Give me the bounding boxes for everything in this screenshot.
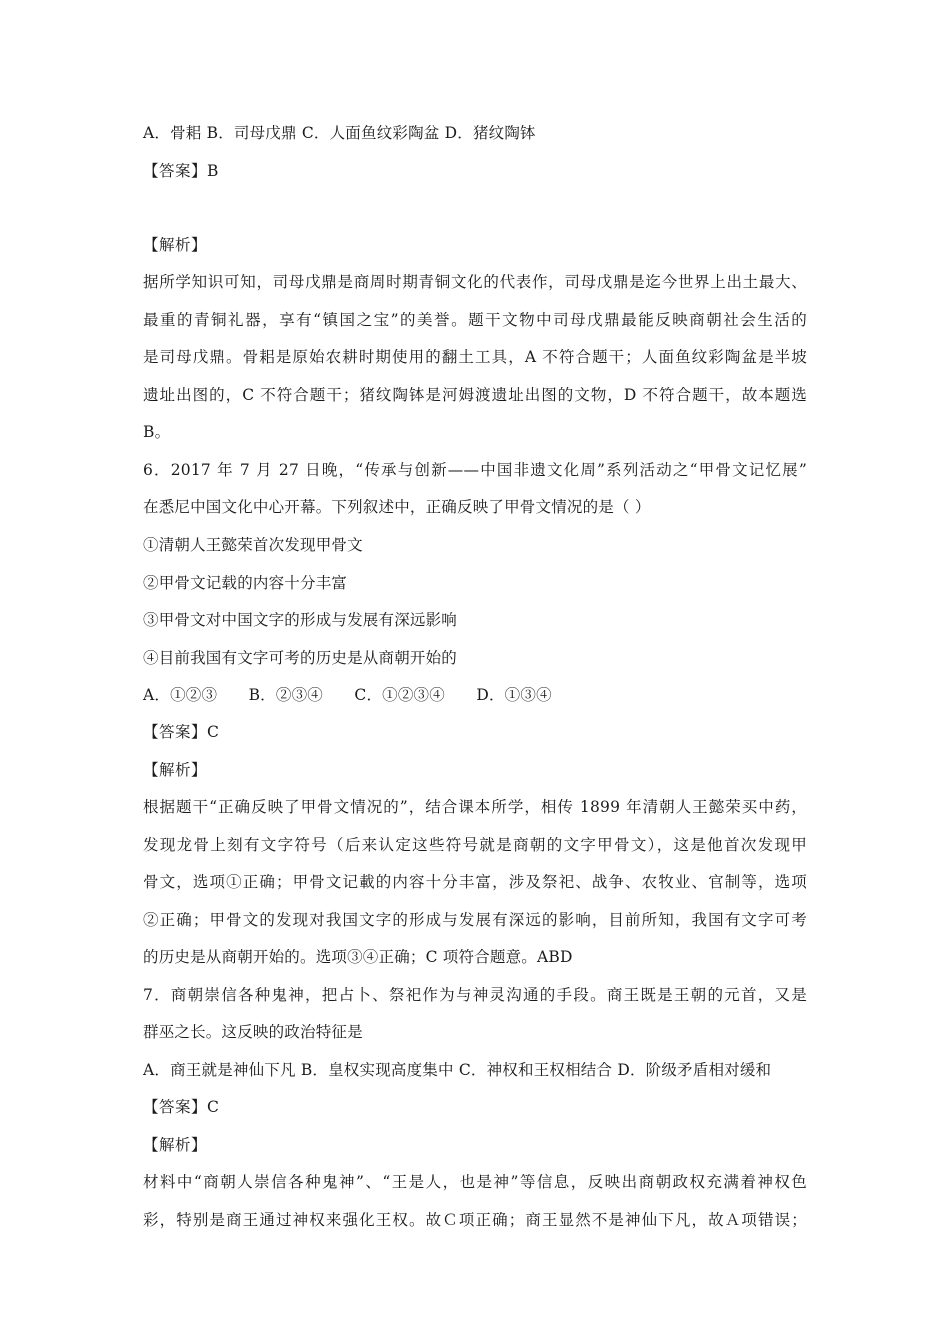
q5-analysis-line: 遗址出图的，C 不符合题干；猪纹陶钵是河姆渡遗址出图的文物，D 不符合题干，故本题选 bbox=[143, 386, 807, 404]
q6-analysis-line: 发现龙骨上刻有文字符号（后来认定这些符号就是商朝的文字甲骨文），这是他首次发现甲 bbox=[143, 836, 807, 854]
q7-analysis-line: 彩，特别是商王通过神权来强化王权。故Ｃ项正确；商王显然不是神仙下凡，故Ａ项错误； bbox=[143, 1211, 807, 1229]
q6-analysis-line: ②正确；甲骨文的发现对我国文字的形成与发展有深远的影响，目前所知，我国有文字可考 bbox=[143, 911, 807, 929]
q6-analysis-line: 根据题干“正确反映了甲骨文情况的”，结合课本所学，相传 1899 年清朝人王懿荣买中药， bbox=[143, 798, 807, 816]
q5-analysis-line: 是司母戊鼎。骨耜是原始农耕时期使用的翻土工具，A 不符合题干；人面鱼纹彩陶盆是半坡 bbox=[143, 348, 807, 366]
q5-options: A．骨耜 B．司母戊鼎 C．人面鱼纹彩陶盆 D．猪纹陶钵 bbox=[143, 124, 536, 142]
q5-analysis-line: B。 bbox=[143, 423, 171, 441]
q6-stem-line: 在悉尼中国文化中心开幕。下列叙述中，正确反映了甲骨文情况的是（ ） bbox=[143, 498, 651, 516]
q6-answer: 【答案】C bbox=[143, 723, 220, 741]
q5-analysis-line: 最重的青铜礼器，享有“镇国之宝”的美誉。题干文物中司母戊鼎最能反映商朝社会生活的 bbox=[143, 311, 807, 329]
q7-stem-line: 群巫之长。这反映的政治特征是 bbox=[143, 1023, 363, 1041]
q6-analysis-line: 骨文，选项①正确；甲骨文记載的内容十分丰富，涉及祭祀、战争、农牧业、官制等，选项 bbox=[143, 873, 807, 891]
q6-item: ④目前我国有文字可考的历史是从商朝开始的 bbox=[143, 649, 458, 667]
q6-item: ①清朝人王懿荣首次发现甲骨文 bbox=[143, 536, 363, 554]
q7-analysis-line: 材料中“商朝人崇信各种鬼神”、“王是人，也是神”等信息，反映出商朝政权充满着神权色 bbox=[143, 1173, 807, 1191]
q6-item: ③甲骨文对中国文字的形成与发展有深远影响 bbox=[143, 611, 458, 629]
q6-analysis-line: 的历史是从商朝开始的。选项③④正确；C 项符合题意。ABD bbox=[143, 948, 573, 966]
q6-analysis-label: 【解析】 bbox=[143, 761, 208, 779]
q6-options: A．①②③ B．②③④ C．①②③④ D．①③④ bbox=[143, 686, 552, 704]
q6-stem-line: 6．2017 年 7 月 27 日晚，“传承与创新——中国非遗文化周”系列活动之“甲骨文记忆展” bbox=[143, 461, 807, 479]
q6-item: ②甲骨文记载的内容十分丰富 bbox=[143, 574, 348, 592]
q7-options: A．商王就是神仙下凡 B．皇权实现高度集中 C．神权和王权相结合 D．阶级矛盾相对缓和 bbox=[143, 1061, 772, 1079]
q5-analysis-label: 【解析】 bbox=[143, 236, 208, 254]
q7-answer: 【答案】C bbox=[143, 1098, 220, 1116]
q5-analysis-line: 据所学知识可知，司母戊鼎是商周时期青铜文化的代表作，司母戊鼎是迄今世界上出土最大、 bbox=[143, 273, 807, 291]
q7-stem-line: 7．商朝崇信各种鬼神，把占卜、祭祀作为与神灵沟通的手段。商王既是王朝的元首，又是 bbox=[143, 986, 807, 1004]
q7-analysis-label: 【解析】 bbox=[143, 1136, 208, 1154]
q5-answer: 【答案】B bbox=[143, 162, 219, 180]
